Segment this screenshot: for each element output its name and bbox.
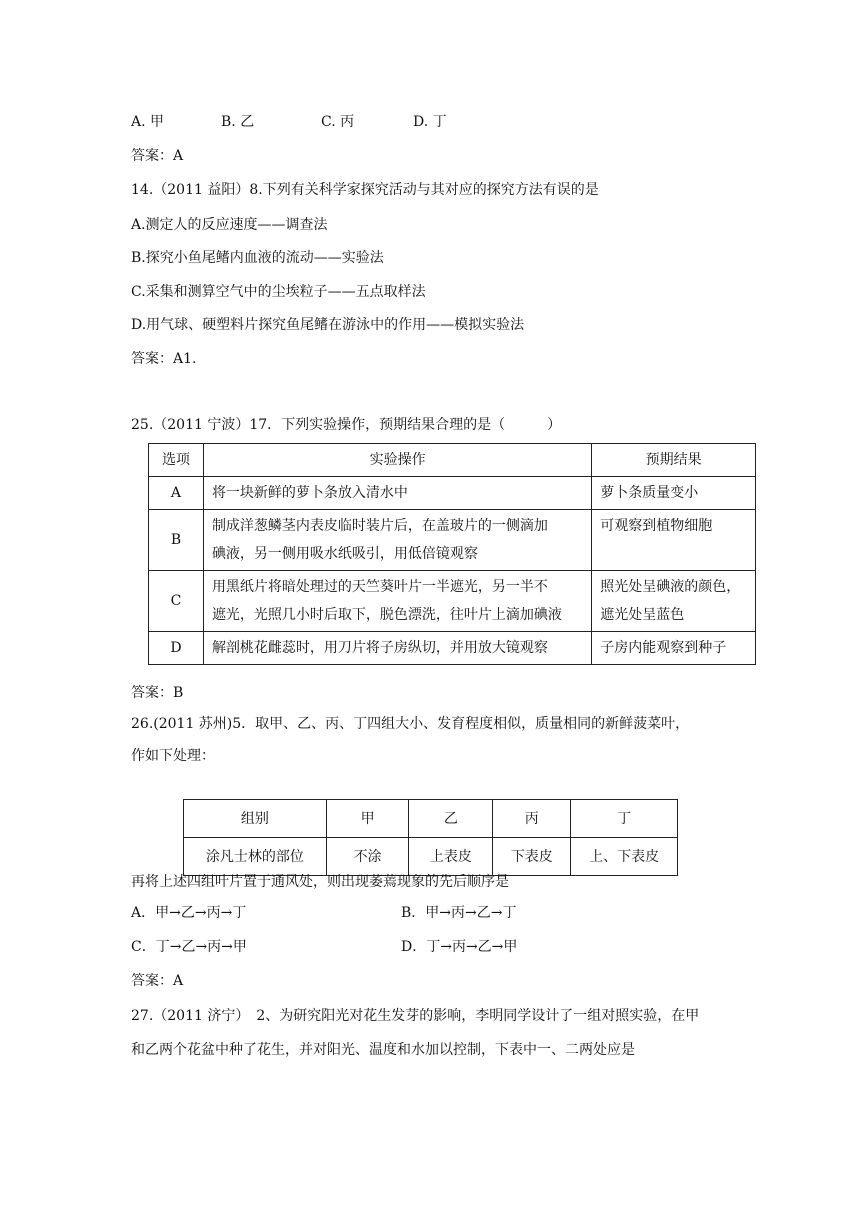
operation-line: 碘液，另一侧用吸水纸吸引，用低倍镜观察 bbox=[211, 546, 478, 562]
table-row bbox=[184, 838, 678, 876]
row-option: C bbox=[149, 571, 204, 632]
result-line: 遮光处呈蓝色 bbox=[600, 607, 685, 623]
header-option: 选项 bbox=[149, 444, 204, 477]
q26-answer: 答案：A bbox=[131, 973, 184, 989]
result-line: 可观察到植物细胞 bbox=[600, 518, 713, 534]
q25-table bbox=[148, 443, 756, 665]
q25-stem: 25.（2011 宁波）17．下列实验操作，预期结果合理的是（ ） bbox=[131, 417, 562, 433]
row-result: 萝卜条质量变小 bbox=[592, 477, 756, 510]
q13-option-c: C. 丙 bbox=[321, 114, 355, 130]
q26-option-a: A．甲→乙→丙→丁 bbox=[131, 905, 247, 921]
q14-option-c: C.采集和测算空气中的尘埃粒子——五点取样法 bbox=[131, 284, 426, 300]
row-result bbox=[592, 510, 756, 571]
q25-answer: 答案：B bbox=[131, 685, 184, 701]
q26-after-text: 再将上述四组叶片置于通风处，则出现萎蔫现象的先后顺序是 bbox=[131, 874, 509, 890]
row-operation: 将一块新鲜的萝卜条放入清水中 bbox=[203, 477, 591, 510]
result-line: 照光处呈碘液的颜色， bbox=[600, 579, 741, 595]
q26-table bbox=[183, 799, 678, 876]
cell: 乙 bbox=[409, 800, 493, 838]
q14-option-a: A.测定人的反应速度——调查法 bbox=[131, 217, 328, 233]
row-result bbox=[592, 571, 756, 632]
q27-stem-line1: 27.（2011 济宁） 2、为研究阳光对花生发芽的影响，李明同学设计了一组对照实验，在甲 bbox=[131, 1008, 700, 1024]
q26-option-b: B．甲→丙→乙→丁 bbox=[401, 905, 517, 921]
table-row bbox=[149, 632, 756, 665]
operation-line: 遮光，光照几小时后取下，脱色漂洗，往叶片上滴加碘液 bbox=[211, 607, 562, 623]
table-row bbox=[149, 510, 756, 571]
q26-stem-line2: 作如下处理： bbox=[131, 748, 215, 764]
header-operation: 实验操作 bbox=[203, 444, 591, 477]
operation-line: 用黑纸片将暗处理过的天竺葵叶片一半遮光，另一半不 bbox=[211, 579, 548, 595]
operation-line: 制成洋葱鳞茎内表皮临时装片后，在盖玻片的一侧滴加 bbox=[211, 518, 548, 534]
q14-answer: 答案：A1. bbox=[131, 351, 197, 367]
row-option: D bbox=[149, 632, 204, 665]
table-header-row bbox=[149, 444, 756, 477]
cell: 不涂 bbox=[326, 838, 409, 876]
q13-option-b: B. 乙 bbox=[221, 114, 255, 130]
q14-stem: 14.（2011 益阳）8.下列有关科学家探究活动与其对应的探究方法有误的是 bbox=[131, 182, 599, 198]
q27-stem-line2: 和乙两个花盆中种了花生，并对阳光、温度和水加以控制，下表中一、二两处应是 bbox=[131, 1042, 635, 1058]
row-result: 子房内能观察到种子 bbox=[592, 632, 756, 665]
row-operation: 解剖桃花雌蕊时，用刀片将子房纵切，并用放大镜观察 bbox=[203, 632, 591, 665]
table-row bbox=[149, 477, 756, 510]
cell: 下表皮 bbox=[493, 838, 571, 876]
cell: 组别 bbox=[184, 800, 327, 838]
table-row bbox=[149, 571, 756, 632]
q13-option-a: A. 甲 bbox=[131, 114, 165, 130]
header-result: 预期结果 bbox=[592, 444, 756, 477]
q14-option-b: B.探究小鱼尾鳍内血液的流动——实验法 bbox=[131, 250, 384, 266]
row-operation bbox=[203, 510, 591, 571]
cell: 丁 bbox=[571, 800, 678, 838]
q13-option-d: D. 丁 bbox=[413, 114, 447, 130]
q26-option-c: C．丁→乙→丙→甲 bbox=[131, 939, 247, 955]
q13-answer: 答案：A bbox=[131, 148, 184, 164]
cell: 上、下表皮 bbox=[571, 838, 678, 876]
row-option: A bbox=[149, 477, 204, 510]
cell: 涂凡士林的部位 bbox=[184, 838, 327, 876]
q26-stem-line1: 26.(2011 苏州)5．取甲、乙、丙、丁四组大小、发育程度相似，质量相同的新鲜菠菜叶， bbox=[131, 716, 690, 732]
row-option: B bbox=[149, 510, 204, 571]
row-operation bbox=[203, 571, 591, 632]
cell: 丙 bbox=[493, 800, 571, 838]
q26-option-d: D．丁→丙→乙→甲 bbox=[401, 939, 518, 955]
cell: 甲 bbox=[326, 800, 409, 838]
q14-option-d: D.用气球、硬塑料片探究鱼尾鳍在游泳中的作用——模拟实验法 bbox=[131, 317, 525, 333]
cell: 上表皮 bbox=[409, 838, 493, 876]
table-row bbox=[184, 800, 678, 838]
